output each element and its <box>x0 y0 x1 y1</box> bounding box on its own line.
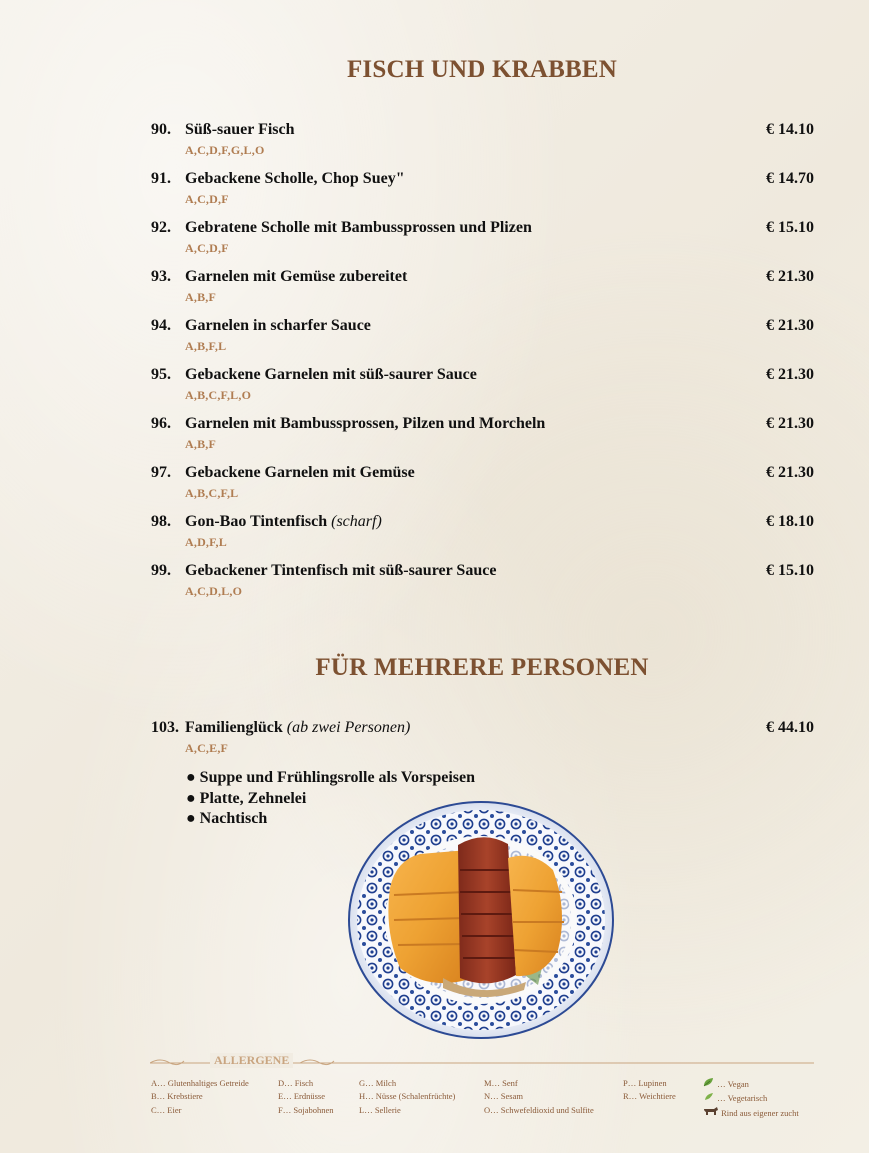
legend-entry: L… Sellerie <box>359 1104 401 1115</box>
legend-entry: H… Nüsse (Schalenfrüchte) <box>359 1091 456 1102</box>
allergene-heading: ALLERGENE <box>210 1053 293 1068</box>
item-allergens: A,B,F <box>185 290 216 304</box>
item-price: € 21.30 <box>766 268 814 285</box>
item-name: Gon-Bao Tintenfisch (scharf) <box>185 513 382 530</box>
allergen-legend-col1 <box>151 1077 249 1117</box>
item-number: 103. <box>151 719 179 736</box>
menu-item <box>150 415 814 464</box>
course-line: ● Suppe und Frühlingsrolle als Vorspeisen <box>186 769 476 786</box>
item-price: € 44.10 <box>766 719 814 736</box>
item-allergens: A,C,E,F <box>185 741 229 755</box>
item-name: Familienglück (ab zwei Personen) <box>185 719 411 736</box>
item-number: 98. <box>151 513 171 530</box>
item-price: € 21.30 <box>766 464 814 481</box>
legend-entry-vegan: … Vegan <box>703 1077 799 1091</box>
legend-entry: F… Sojabohnen <box>278 1104 334 1115</box>
menu-item <box>150 513 814 562</box>
item-name: Gebratene Scholle mit Bambussprossen und Plizen <box>185 219 532 236</box>
item-number: 92. <box>151 219 171 236</box>
cow-icon <box>703 1106 719 1116</box>
item-price: € 21.30 <box>766 317 814 334</box>
course-line: ● Nachtisch <box>186 810 268 827</box>
item-name: Gebackener Tintenfisch mit süß-saurer Sauce <box>185 562 497 579</box>
item-price: € 14.70 <box>766 170 814 187</box>
legend-entry: N… Sesam <box>484 1091 523 1102</box>
menu-item <box>150 562 814 611</box>
dish-photo <box>348 800 614 1040</box>
item-price: € 14.10 <box>766 121 814 138</box>
item-name: Garnelen in scharfer Sauce <box>185 317 371 334</box>
allergen-legend-col4 <box>484 1077 594 1117</box>
legend-entry: O… Schwefeldioxid und Sulfite <box>484 1104 594 1115</box>
legend-entry: M… Senf <box>484 1078 518 1088</box>
item-allergens: A,B,F,L <box>185 339 227 353</box>
allergen-legend-col5 <box>623 1077 676 1104</box>
item-number: 97. <box>151 464 171 481</box>
item-name: Süß-sauer Fisch <box>185 121 295 138</box>
course-line: ● Platte, Zehnelei <box>186 789 307 807</box>
item-number: 94. <box>151 317 171 334</box>
allergen-legend-col2 <box>278 1077 334 1117</box>
legend-entry: E… Erdnüsse <box>278 1091 325 1102</box>
item-price: € 15.10 <box>766 562 814 579</box>
menu-item <box>150 719 814 768</box>
item-note: (ab zwei Personen) <box>286 719 411 736</box>
legend-entry: P… Lupinen <box>623 1078 667 1088</box>
item-allergens: A,B,F <box>185 437 216 451</box>
legend-entry: A… Glutenhaltiges Getreide <box>151 1078 249 1088</box>
leaf-icon <box>703 1091 715 1101</box>
menu-item <box>150 317 814 366</box>
item-name: Gebackene Scholle, Chop Suey" <box>185 170 405 187</box>
item-name: Gebackene Garnelen mit süß-saurer Sauce <box>185 366 477 383</box>
item-price: € 15.10 <box>766 219 814 236</box>
legend-entry-vegetarian: … Vegetarisch <box>703 1091 799 1105</box>
item-number: 95. <box>151 366 171 383</box>
legend-entry: D… Fisch <box>278 1078 314 1088</box>
fish-menu-list <box>150 121 814 611</box>
menu-item <box>150 170 814 219</box>
item-note: (scharf) <box>331 513 382 530</box>
menu-item <box>150 366 814 415</box>
menu-item <box>150 268 814 317</box>
group-menu-list <box>150 719 814 768</box>
legend-entry: R… Weichtiere <box>623 1091 676 1102</box>
item-allergens: A,C,D,F <box>185 192 229 206</box>
legend-entry: G… Milch <box>359 1078 397 1088</box>
section-title-group: FÜR MEHRERE PERSONEN <box>315 654 649 681</box>
item-allergens: A,C,D,F,G,L,O <box>185 143 265 157</box>
item-number: 93. <box>151 268 171 285</box>
section-title-fish: FISCH UND KRABBEN <box>346 56 618 83</box>
legend-entry: B… Krebstiere <box>151 1091 203 1102</box>
leaf-icon <box>703 1077 715 1087</box>
item-number: 96. <box>151 415 171 432</box>
item-price: € 21.30 <box>766 415 814 432</box>
item-allergens: A,C,D,F <box>185 241 229 255</box>
item-number: 99. <box>151 562 171 579</box>
item-price: € 21.30 <box>766 366 814 383</box>
menu-item <box>150 464 814 513</box>
menu-item <box>150 121 814 170</box>
diet-legend <box>703 1077 799 1120</box>
legend-entry: C… Eier <box>151 1104 182 1115</box>
item-allergens: A,D,F,L <box>185 535 227 549</box>
allergen-legend-col3 <box>359 1077 455 1117</box>
item-allergens: A,C,D,L,O <box>185 584 243 598</box>
menu-item <box>150 219 814 268</box>
item-number: 90. <box>151 121 171 138</box>
item-allergens: A,B,C,F,L <box>185 486 239 500</box>
item-name: Gebackene Garnelen mit Gemüse <box>185 464 415 481</box>
item-name: Garnelen mit Gemüse zubereitet <box>185 268 408 285</box>
legend-entry-beef: Rind aus eigener zucht <box>703 1106 799 1120</box>
item-price: € 18.10 <box>766 513 814 530</box>
item-number: 91. <box>151 170 171 187</box>
item-allergens: A,B,C,F,L,O <box>185 388 252 402</box>
item-name: Garnelen mit Bambussprossen, Pilzen und Morcheln <box>185 415 546 432</box>
